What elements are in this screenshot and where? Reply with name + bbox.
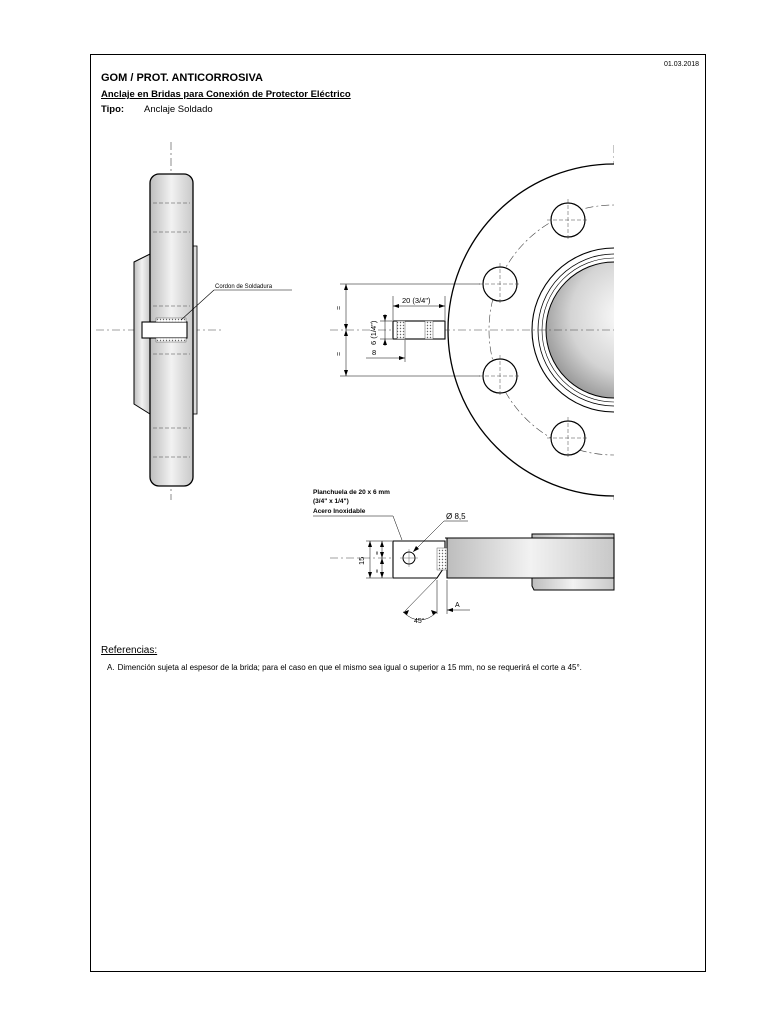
dim-fifteen: 15: [357, 556, 366, 565]
dim-angle: 45°: [414, 618, 425, 625]
plate-spec-line1: Planchuela de 20 x 6 mm: [313, 489, 390, 496]
dim-a: A: [455, 602, 460, 609]
dim-equal-lower: =: [336, 351, 343, 356]
document-title: GOM / PROT. ANTICORROSIVA: [101, 72, 263, 84]
tipo-value: Anclaje Soldado: [144, 104, 213, 115]
document-subtitle: Anclaje en Bridas para Conexión de Protector Eléctrico: [101, 89, 351, 100]
plate-spec-line2: (3/4" x 1/4"): [313, 498, 349, 505]
reference-letter: A.: [107, 663, 115, 672]
references-heading: Referencias:: [101, 645, 158, 656]
dim-plate-thickness: 6 (1/4"): [369, 320, 378, 345]
dim-equal-plate-lower: =: [374, 569, 381, 573]
plate-spec-line3: Acero Inoxidable: [313, 508, 366, 515]
dim-equal-upper: =: [336, 305, 343, 310]
reference-text: Dimención sujeta al espesor de la brida; para el caso en que el mismo sea igual o superior a 15 mm, no se requerirá el corte a 45°.: [117, 663, 582, 672]
weld-seam-label: Cordon de Soldadura: [215, 284, 273, 290]
dim-eight: 8: [372, 348, 377, 357]
flange-side-view: [96, 142, 292, 500]
plate-section-detail: [313, 516, 614, 620]
reference-item: [107, 663, 582, 672]
dim-plate-width: 20 (3/4"): [402, 296, 431, 305]
tipo-label: Tipo:: [101, 104, 125, 115]
dim-equal-plate-upper: =: [374, 551, 381, 555]
dim-hole-diameter: Ø 8,5: [446, 512, 466, 521]
flange-front-view: [448, 145, 768, 500]
date-label: 01.03.2018: [664, 61, 700, 68]
